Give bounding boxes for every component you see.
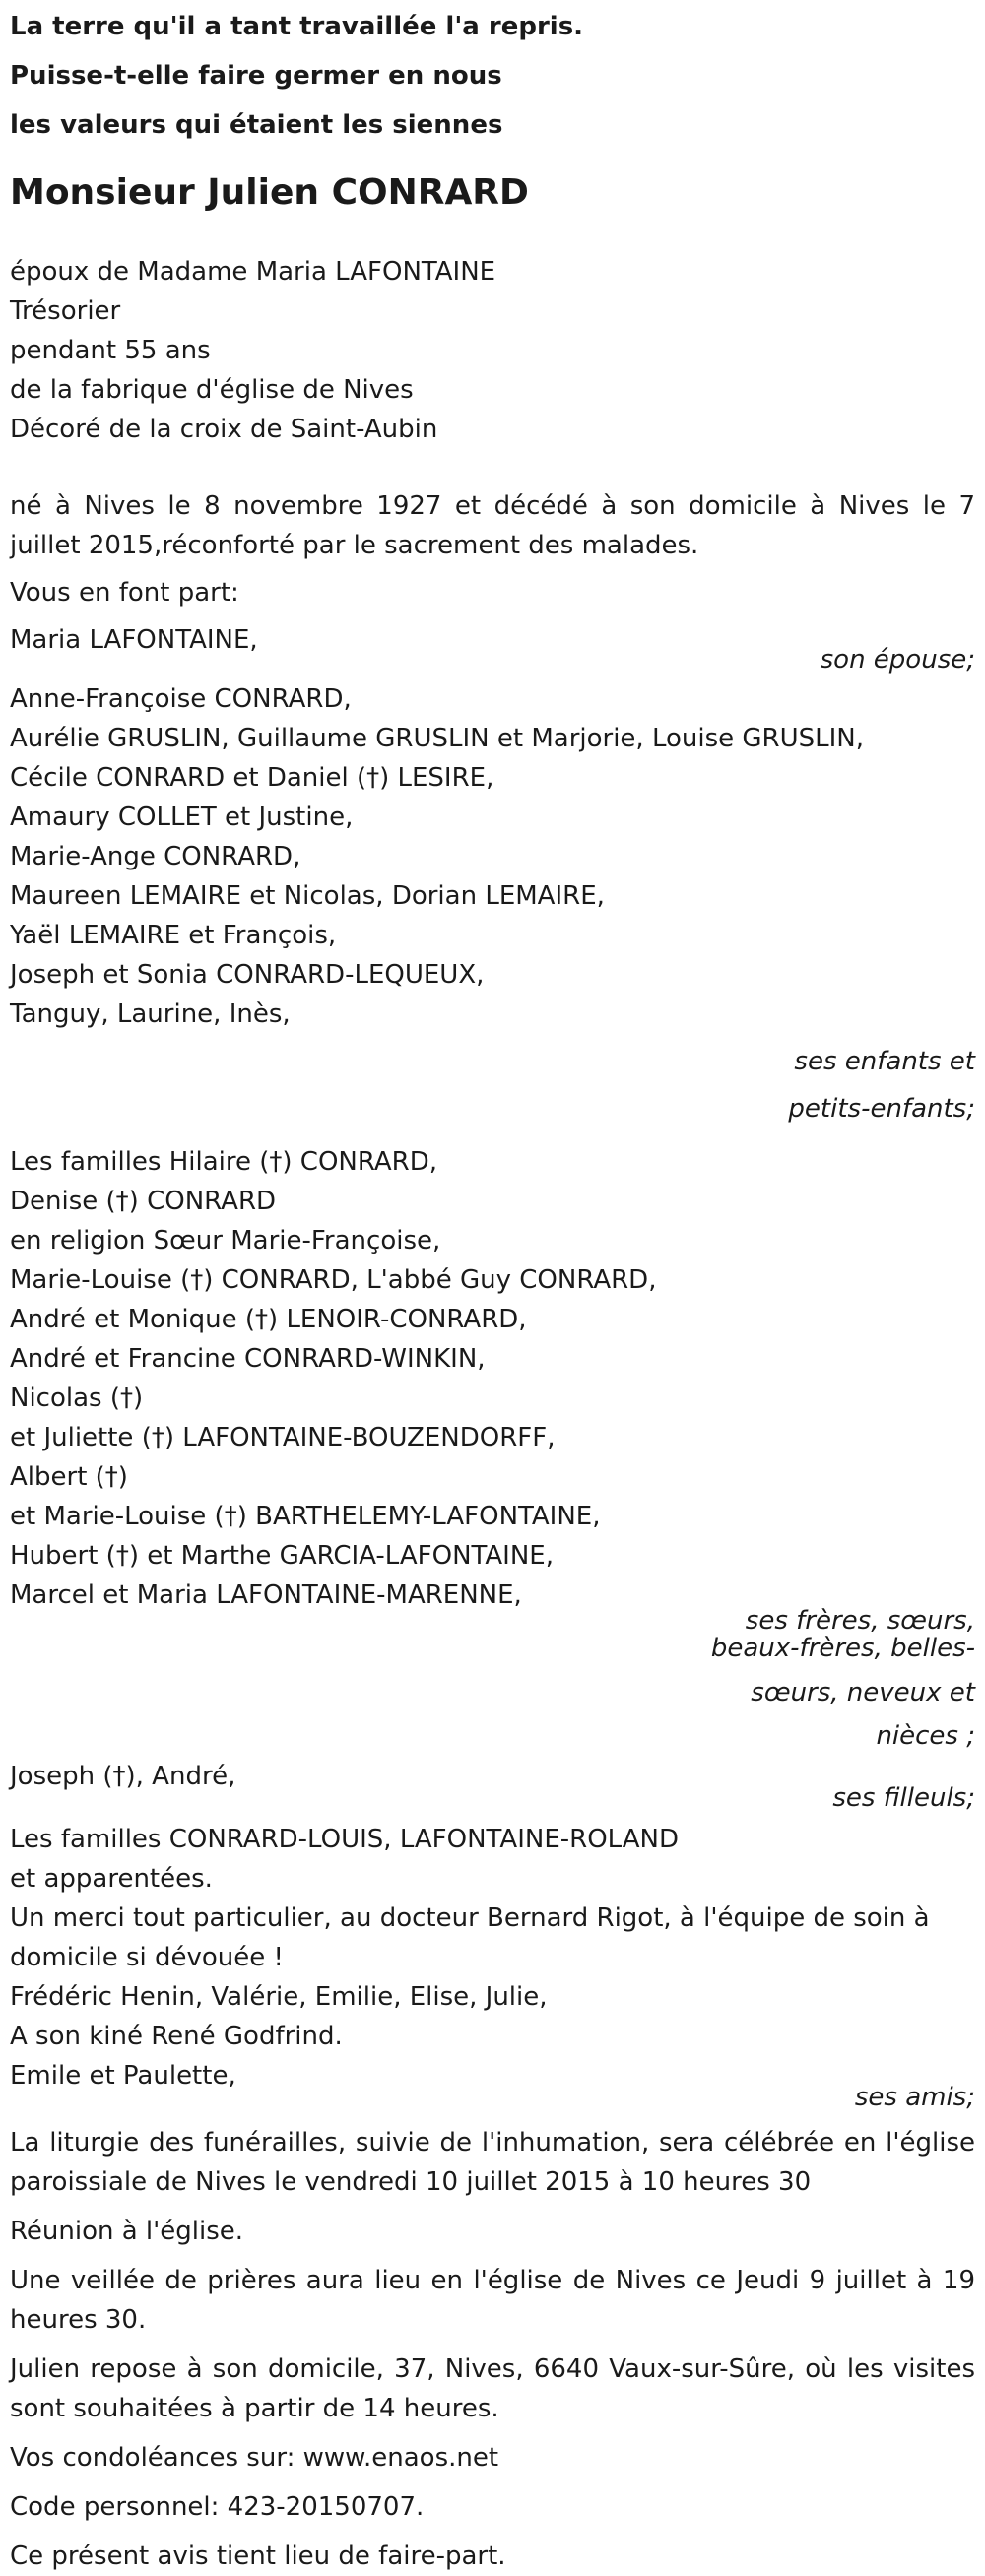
spouse-block [10,620,975,679]
family-line: Cécile CONRARD et Daniel (†) LESIRE, [10,763,494,793]
friends-line: Un merci tout particulier, au docteur Bernard Rigot, à l'équipe de soin à [10,1903,930,1933]
godchildren-role: ses filleuls; [832,1783,975,1813]
godchildren-block [10,1757,975,1818]
liturgy-text: La liturgie des funérailles, suivie de l'inhumation, sera célébrée en l'église paroissiale de Nives le vendredi 10 juillet 2015 à 10 heures 30 [10,2128,975,2197]
rest-text: Julien repose à son domicile, 37, Nives, 6640 Vaux-sur-Sûre, où les visites sont souhaitées à partir de 14 heures. [10,2354,975,2423]
code-text: Code personnel: 423-20150707. [10,2492,425,2522]
quote-line: La terre qu'il a tant travaillée l'a repris. [10,12,584,41]
intro-line: Décoré de la croix de Saint-Aubin [10,415,438,444]
family-line: Maureen LEMAIRE et Nicolas, Dorian LEMAIRE, [10,881,605,911]
family-line: Denise (†) CONRARD [10,1187,277,1216]
family-line: Joseph et Sonia CONRARD-LEQUEUX, [10,960,485,990]
announce-text: Vous en font part: [10,578,239,608]
friends-line: A son kiné René Godfrind. [10,2022,343,2051]
siblings-role-line: sœurs, neveux et [751,1678,975,1707]
family-line: Amaury COLLET et Justine, [10,803,354,832]
family-line: Anne-Françoise CONRARD, [10,684,352,714]
birth-death-text: né à Nives le 8 novembre 1927 et décédé à son domicile à Nives le 7 juillet 2015,réconforté par le sacrement des malades. [10,491,975,560]
friends-block [10,1820,975,2117]
ceremony-block [10,2123,975,2576]
family-line: Les familles Hilaire (†) CONRARD, [10,1147,438,1177]
vigil-text: Une veillée de prières aura lieu en l'église de Nives ce Jeudi 9 juillet à 19 heures 30. [10,2266,975,2335]
family-line: et Juliette (†) LAFONTAINE-BOUZENDORFF, [10,1423,556,1452]
children-role: ses enfants et [794,1047,975,1076]
friends-line: Emile et Paulette, [10,2061,236,2091]
children-block [10,679,975,1128]
friends-line: Les familles CONRARD-LOUIS, LAFONTAINE-ROLAND [10,1825,679,1854]
siblings-role [10,1607,975,1753]
siblings-role-line: beaux-frères, belles- [710,1634,975,1663]
condolences-text: Vos condoléances sur: www.enaos.net [10,2443,499,2473]
quote-line: les valeurs qui étaient les siennes [10,110,503,140]
intro-line: pendant 55 ans [10,336,211,365]
friends-role: ses amis; [854,2083,975,2112]
siblings-role-line: nièces ; [876,1721,975,1751]
deceased-name: Monsieur Julien CONRARD [10,172,529,213]
intro-line: Trésorier [10,296,121,326]
family-line: Nicolas (†) [10,1384,144,1413]
quote-block [10,0,975,150]
intro-block [10,252,975,449]
friends-line: et apparentées. [10,1864,213,1894]
family-line: Albert (†) [10,1462,128,1492]
family-line: André et Monique (†) LENOIR-CONRARD, [10,1305,527,1334]
siblings-role-line: ses frères, sœurs, [745,1606,975,1636]
friends-line: domicile si dévouée ! [10,1943,284,1972]
family-line: Hubert (†) et Marthe GARCIA-LAFONTAINE, [10,1541,554,1571]
spouse-name: Maria LAFONTAINE, [10,625,258,655]
family-line: Marcel et Maria LAFONTAINE-MARENNE, [10,1580,522,1610]
meeting-text: Réunion à l'église. [10,2217,244,2246]
family-line: Yaël LEMAIRE et François, [10,921,337,950]
quote-line: Puisse-t-elle faire germer en nous [10,61,502,91]
spouse-role: son épouse; [820,645,975,675]
family-line: Tanguy, Laurine, Inès, [10,999,291,1029]
intro-line: de la fabrique d'église de Nives [10,375,414,405]
family-line: et Marie-Louise (†) BARTHELEMY-LAFONTAINE, [10,1502,601,1531]
friends-line: Frédéric Henin, Valérie, Emilie, Elise, Julie, [10,1982,548,2012]
family-line: Marie-Ange CONRARD, [10,842,301,871]
siblings-block [10,1142,975,1753]
family-line: en religion Sœur Marie-Françoise, [10,1226,441,1256]
family-line: André et Francine CONRARD-WINKIN, [10,1344,486,1374]
footer-text: Ce présent avis tient lieu de faire-part. [10,2542,506,2571]
children-role: petits-enfants; [788,1094,975,1124]
family-line: Aurélie GRUSLIN, Guillaume GRUSLIN et Marjorie, Louise GRUSLIN, [10,724,865,753]
family-line: Marie-Louise (†) CONRARD, L'abbé Guy CONRARD, [10,1265,657,1295]
intro-line: époux de Madame Maria LAFONTAINE [10,257,496,287]
godchildren-names: Joseph (†), André, [10,1762,236,1791]
